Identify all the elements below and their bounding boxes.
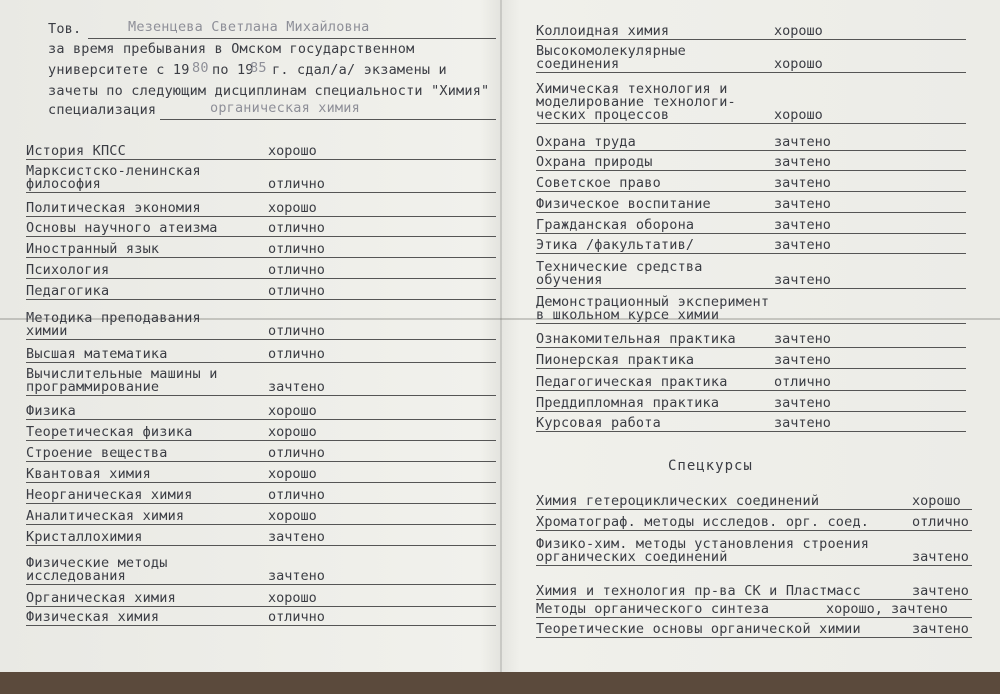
grade-value: хорошо (268, 143, 317, 159)
grade-value: отлично (268, 176, 325, 192)
grade-value: зачтено (774, 395, 831, 411)
grade-underline (26, 339, 496, 340)
specialization-underline (160, 119, 496, 120)
subject-label: Неорганическая химия (26, 487, 193, 503)
grade-underline (536, 431, 966, 432)
grade-underline (26, 482, 496, 483)
grade-underline (536, 617, 972, 618)
subject-label: Химия и технология пр-ва СК и Пластмасс (536, 583, 861, 599)
grade-value: зачтено (912, 621, 969, 637)
grade-underline (26, 236, 496, 237)
fold-crease-vertical (500, 0, 502, 672)
student-name: Мезенцева Светлана Михайловна (128, 19, 370, 35)
grade-value: хорошо (268, 466, 317, 482)
subject-label: Гражданская оборона (536, 217, 695, 233)
subject-label: Органическая химия (26, 590, 176, 606)
grade-value: хорошо (774, 107, 823, 123)
subject-label: Строение вещества (26, 445, 168, 461)
subject-label: в школьном курсе химии (536, 307, 720, 323)
grade-value: зачтено (774, 352, 831, 368)
grade-underline (26, 503, 496, 504)
name-underline (88, 38, 496, 39)
subject-label: Ознакомительная практика (536, 331, 736, 347)
grade-value: отлично (268, 262, 325, 278)
subject-label: Химическая технология и (536, 81, 728, 97)
subject-label: Демонстрационный эксперимент (536, 294, 770, 310)
grade-value: хорошо, зачтено (826, 601, 948, 617)
grade-value: отлично (268, 283, 325, 299)
subject-label: Химия гетероциклических соединений (536, 493, 820, 509)
special-courses-heading: Спецкурсы (668, 458, 753, 474)
grade-underline (536, 599, 972, 600)
subject-label: программирование (26, 379, 160, 395)
subject-label: Охрана труда (536, 134, 636, 150)
grade-value: хорошо (268, 200, 317, 216)
subject-label: химии (26, 323, 68, 339)
grade-value: отлично (268, 241, 325, 257)
grade-underline (26, 216, 496, 217)
grade-value: зачтено (774, 272, 831, 288)
grade-value: зачтено (774, 331, 831, 347)
subject-label: Методика преподавания (26, 310, 201, 326)
subject-label: История КПСС (26, 143, 126, 159)
grade-underline (26, 257, 496, 258)
subject-label: соединения (536, 56, 620, 72)
grade-underline (26, 278, 496, 279)
grade-underline (536, 212, 966, 213)
grade-underline (536, 411, 966, 412)
grade-underline (26, 419, 496, 420)
grade-value: зачтено (912, 549, 969, 565)
subject-label: ческих процессов (536, 107, 670, 123)
grade-underline (536, 253, 966, 254)
grade-underline (26, 362, 496, 363)
grade-underline (536, 390, 966, 391)
grade-value: хорошо (774, 56, 823, 72)
subject-label: Охрана природы (536, 154, 653, 170)
header-line-2: за время пребывания в Омском государственном (48, 41, 415, 57)
grade-underline (536, 530, 972, 531)
subject-label: Кристаллохимия (26, 529, 143, 545)
grade-underline (26, 625, 496, 626)
subject-label: моделирование технологи- (536, 94, 736, 110)
grade-underline (26, 395, 496, 396)
grade-value: зачтено (774, 154, 831, 170)
grade-value: отлично (268, 609, 325, 625)
specialization-label: специализация (48, 102, 157, 118)
grade-underline (26, 584, 496, 585)
subject-label: Советское право (536, 175, 661, 191)
subject-label: Основы научного атеизма (26, 220, 218, 236)
subject-label: Физические методы (26, 555, 168, 571)
grade-value: хорошо (912, 493, 961, 509)
subject-label: Высшая математика (26, 346, 168, 362)
grade-value: зачтено (268, 379, 325, 395)
grade-value: зачтено (774, 196, 831, 212)
grade-value: зачтено (774, 217, 831, 233)
header-line-3a: университете с 19 (48, 62, 190, 78)
grade-value: зачтено (774, 134, 831, 150)
grade-underline (26, 159, 496, 160)
subject-label: Квантовая химия (26, 466, 151, 482)
grade-underline (26, 606, 496, 607)
grade-underline (536, 191, 966, 192)
header-line-3c: г. сдал/а/ экзамены и (272, 62, 447, 78)
subject-label: Психология (26, 262, 110, 278)
grade-underline (26, 524, 496, 525)
subject-label: Физико-хим. методы установления строения (536, 536, 870, 552)
grade-value: отлично (268, 323, 325, 339)
grade-value: хорошо (774, 23, 823, 39)
grade-underline (26, 545, 496, 546)
grade-value: зачтено (268, 568, 325, 584)
subject-label: Преддипломная практика (536, 395, 720, 411)
subject-label: исследования (26, 568, 126, 584)
grade-value: хорошо (268, 403, 317, 419)
grade-value: хорошо (268, 424, 317, 440)
grade-underline (536, 323, 966, 324)
grade-underline (536, 565, 972, 566)
grade-underline (536, 39, 966, 40)
grade-value: отлично (774, 374, 831, 390)
subject-label: Марксистско-ленинская (26, 163, 201, 179)
grade-underline (536, 72, 966, 73)
subject-label: Иностранный язык (26, 241, 160, 257)
grade-value: отлично (268, 346, 325, 362)
subject-label: Пионерская практика (536, 352, 695, 368)
grade-underline (26, 440, 496, 441)
grade-underline (26, 299, 496, 300)
grade-value: отлично (268, 487, 325, 503)
subject-label: Физическая химия (26, 609, 160, 625)
subject-label: Методы органического синтеза (536, 601, 770, 617)
year-from: 80 (192, 60, 209, 76)
subject-label: Педагогика (26, 283, 110, 299)
grade-underline (26, 461, 496, 462)
grade-value: зачтено (774, 237, 831, 253)
subject-label: Хроматограф. методы исследов. орг. соед. (536, 514, 870, 530)
grade-underline (536, 170, 966, 171)
subject-label: Педагогическая практика (536, 374, 728, 390)
subject-label: Высокомолекулярные (536, 43, 686, 59)
subject-label: Вычислительные машины и (26, 366, 218, 382)
subject-label: Физическое воспитание (536, 196, 711, 212)
subject-label: Коллоидная химия (536, 23, 670, 39)
subject-label: Этика /факультатив/ (536, 237, 695, 253)
subject-label: философия (26, 176, 101, 192)
grade-value: зачтено (774, 175, 831, 191)
header-line-3b: по 19 (212, 62, 254, 78)
subject-label: Политическая экономия (26, 200, 201, 216)
grade-value: зачтено (774, 415, 831, 431)
subject-label: Физика (26, 403, 76, 419)
tov-label: Тов. (48, 21, 82, 37)
grade-value: отлично (912, 514, 969, 530)
year-to: 85 (250, 60, 267, 76)
subject-label: органических соединений (536, 549, 728, 565)
subject-label: Аналитическая химия (26, 508, 185, 524)
grade-underline (536, 368, 966, 369)
grade-value: хорошо (268, 590, 317, 606)
grade-underline (536, 123, 966, 124)
grade-value: хорошо (268, 508, 317, 524)
header-line-4: зачеты по следующим дисциплинам специальности "Химия" (48, 83, 490, 99)
subject-label: Теоретическая физика (26, 424, 193, 440)
specialization-value: органическая химия (210, 100, 360, 116)
grade-value: отлично (268, 220, 325, 236)
grade-underline (536, 637, 972, 638)
grade-value: зачтено (268, 529, 325, 545)
grade-underline (536, 233, 966, 234)
subject-label: Курсовая работа (536, 415, 661, 431)
grade-value: зачтено (912, 583, 969, 599)
grade-underline (536, 347, 966, 348)
grade-underline (26, 192, 496, 193)
grade-underline (536, 150, 966, 151)
grade-value: отлично (268, 445, 325, 461)
subject-label: обучения (536, 272, 603, 288)
grade-underline (536, 509, 972, 510)
subject-label: Теоретические основы органической химии (536, 621, 861, 637)
subject-label: Технические средства (536, 259, 703, 275)
grade-underline (536, 288, 966, 289)
